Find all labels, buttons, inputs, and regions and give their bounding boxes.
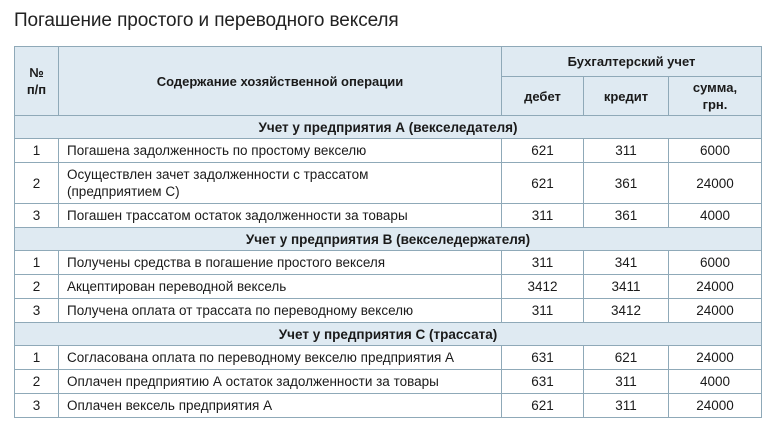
header-sum: [669, 77, 762, 116]
page-title: Погашение простого и переводного векселя: [14, 10, 399, 31]
row-sum: 6000: [669, 139, 762, 163]
table-row: [15, 299, 762, 323]
row-num: 2: [15, 370, 59, 394]
table-row: [15, 139, 762, 163]
header-credit: кредит: [584, 77, 669, 116]
row-num: 1: [15, 251, 59, 275]
row-sum: 24000: [669, 275, 762, 299]
row-num: 2: [15, 163, 59, 204]
row-debit: 3412: [502, 275, 584, 299]
row-debit: 631: [502, 370, 584, 394]
row-sum: 24000: [669, 346, 762, 370]
table-row: [15, 394, 762, 418]
row-description: Погашена задолженность по простому векселю: [59, 139, 502, 163]
row-description: Погашен трассатом остаток задолженности за товары: [59, 204, 502, 228]
section-title-a: Учет у предприятия А (векселедателя): [15, 116, 762, 139]
row-debit: 621: [502, 394, 584, 418]
row-debit: 311: [502, 299, 584, 323]
table-row: [15, 370, 762, 394]
row-num: 2: [15, 275, 59, 299]
row-num: 3: [15, 204, 59, 228]
row-num: 3: [15, 299, 59, 323]
row-description: Оплачен вексель предприятия А: [59, 394, 502, 418]
table-row: [15, 275, 762, 299]
row-description-line2: (предприятием С): [67, 184, 180, 199]
row-credit: 361: [584, 204, 669, 228]
row-num: 1: [15, 139, 59, 163]
row-sum: 24000: [669, 299, 762, 323]
row-credit: 3412: [584, 299, 669, 323]
row-description: Согласована оплата по переводному векселю предприятия А: [59, 346, 502, 370]
row-sum: 24000: [669, 394, 762, 418]
row-description: Получена оплата от трассата по переводному векселю: [59, 299, 502, 323]
header-accounting: Бухгалтерский учет: [502, 47, 762, 77]
row-description: Акцептирован переводной вексель: [59, 275, 502, 299]
section-title-c: Учет у предприятия С (трассата): [15, 323, 762, 346]
table-row: [15, 346, 762, 370]
row-debit: 631: [502, 346, 584, 370]
row-description: Получены средства в погашение простого векселя: [59, 251, 502, 275]
row-sum: 24000: [669, 163, 762, 204]
row-credit: 311: [584, 139, 669, 163]
row-description-line1: Осуществлен зачет задолженности с трассатом: [67, 167, 369, 182]
row-debit: 621: [502, 163, 584, 204]
section-title-b: Учет у предприятия В (векселедержателя): [15, 228, 762, 251]
row-sum: 4000: [669, 204, 762, 228]
row-credit: 3411: [584, 275, 669, 299]
row-credit: 361: [584, 163, 669, 204]
header-sum-line2: грн.: [702, 97, 728, 112]
table-row: [15, 204, 762, 228]
header-content: Содержание хозяйственной операции: [59, 47, 502, 116]
header-num: [15, 47, 59, 116]
row-debit: 311: [502, 251, 584, 275]
row-sum: 4000: [669, 370, 762, 394]
header-num-line1: №: [29, 65, 44, 80]
row-credit: 341: [584, 251, 669, 275]
row-credit: 311: [584, 370, 669, 394]
row-credit: 621: [584, 346, 669, 370]
table-row: [15, 251, 762, 275]
row-num: 1: [15, 346, 59, 370]
row-description: Оплачен предприятию А остаток задолженности за товары: [59, 370, 502, 394]
row-sum: 6000: [669, 251, 762, 275]
header-num-line2: п/п: [26, 82, 47, 97]
header-debit: дебет: [502, 77, 584, 116]
row-num: 3: [15, 394, 59, 418]
header-sum-line1: сумма,: [692, 80, 738, 95]
row-credit: 311: [584, 394, 669, 418]
row-description: [59, 163, 502, 204]
row-debit: 311: [502, 204, 584, 228]
table-row: [15, 163, 762, 204]
row-debit: 621: [502, 139, 584, 163]
operations-table: [14, 46, 762, 418]
